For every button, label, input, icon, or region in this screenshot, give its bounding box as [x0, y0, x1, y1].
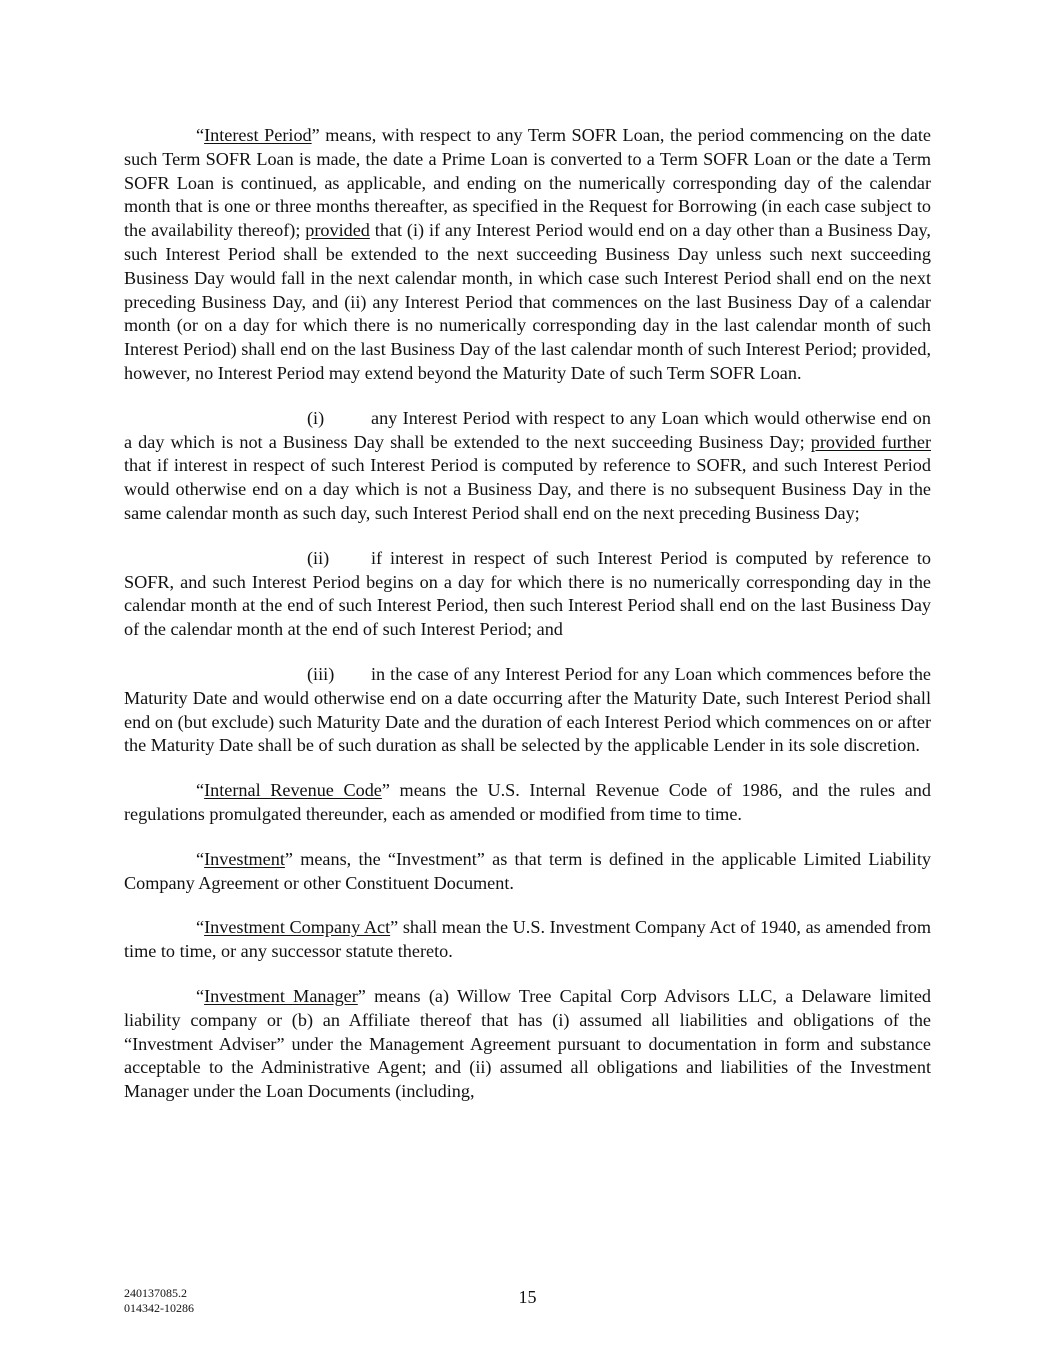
defined-term: Investment Manager [204, 985, 358, 1006]
definition-investment [124, 848, 931, 896]
open-quote: “ [196, 917, 205, 938]
definition-text: ” means, the “Investment” as that term is defined in the applicable Limited Liability Company Agreement or other Constituent Document. [124, 848, 931, 893]
page-number: 15 [518, 1287, 537, 1307]
doc-id: 240137085.2 [124, 1286, 187, 1300]
open-quote: “ [196, 780, 205, 801]
definition-text: that (i) if any Interest Period would end on a day other than a Business Day, such Interest Period shall be extended to the next succeeding Business Day unless such next succeeding Business Day would fall in the next calendar month, in which case such Interest Period shall end on the next preceding Business Day, and (ii) any Interest Period that commences on the last Business Day of a calendar month (or on a day for which there is no numerically corresponding day in the last calendar month of such Interest Period) shall end on the last Business Day of the last calendar month of such Interest Period; provided, however, no Interest Period may extend beyond the Maturity Date of such Term SOFR Loan. [124, 220, 931, 383]
open-quote: “ [196, 985, 205, 1006]
subclause-ii [124, 547, 931, 642]
defined-term: Internal Revenue Code [204, 780, 382, 801]
definition-internal-revenue-code [124, 779, 931, 827]
clause-number: (iii) [307, 663, 335, 684]
open-quote: “ [196, 125, 205, 145]
clause-text: in the case of any Interest Period for any Loan which commences before the Maturity Date and would otherwise end on a date occurring after the Maturity Date, such Interest Period shall end on (but exclude) such Maturity Date and the duration of each Interest Period which commences on or after the Maturity Date shall be of such duration as shall be selected by the applicable Lender in its sole discretion. [124, 663, 931, 756]
matter-id: 014342-10286 [124, 1301, 194, 1315]
clause-text: any Interest Period with respect to any Loan which would otherwise end on a day which is not a Business Day shall be extended to the next succeeding Business Day; [124, 407, 931, 452]
clause-text: if interest in respect of such Interest Period is computed by reference to SOFR, and such Interest Period begins on a day for which there is no numerically corresponding day in the calendar month at the end of such Interest Period, then such Interest Period shall end on the last Business Day of the calendar month at the end of such Interest Period; and [124, 547, 931, 640]
definition-text: ” means, with respect to any Term SOFR Loan, the period commencing on the date such Term SOFR Loan is made, the date a Prime Loan is converted to a Term SOFR Loan or the date a Term SOFR Loan is continued, as applicable, and ending on the numerically corresponding day of the calendar month that is one or three months thereafter, as specified in the Request for Borrowing (in each case subject to the availability thereof); [124, 125, 931, 241]
defined-term: Investment [204, 848, 285, 869]
definition-text: ” means (a) Willow Tree Capital Corp Advisors LLC, a Delaware limited liability company or (b) an Affiliate thereof that has (i) assumed all liabilities and obligations of the “Investment Adviser” under the Management Agreement pursuant to documentation in form and substance acceptable to the Administrative Agent; and (ii) assumed all obligations and liabilities of the Investment Manager under the Loan Documents (including, [124, 985, 931, 1102]
definition-investment-manager [124, 985, 931, 1104]
provided-term: provided [305, 220, 370, 241]
defined-term: Investment Company Act [204, 917, 391, 938]
definition-interest-period [124, 124, 931, 386]
provided-further-term: provided further [810, 431, 931, 452]
document-body [124, 124, 931, 1125]
defined-term: Interest Period [204, 125, 312, 145]
subclause-i [124, 407, 931, 526]
clause-number: (i) [307, 407, 325, 428]
definition-investment-company-act [124, 916, 931, 964]
definition-text: ” shall mean the U.S. Investment Company Act of 1940, as amended from time to time, or any successor statute thereto. [124, 917, 931, 962]
subclause-iii [124, 663, 931, 758]
clause-number: (ii) [307, 547, 330, 568]
clause-text: that if interest in respect of such Interest Period is computed by reference to SOFR, and such Interest Period would otherwise end on a day which is not a Business Day, and there is no subsequent Business Day in the same calendar month as such day, such Interest Period shall end on the next preceding Business Day; [124, 455, 931, 523]
open-quote: “ [196, 848, 205, 869]
definition-text: ” means the U.S. Internal Revenue Code of 1986, and the rules and regulations promulgated thereunder, each as amended or modified from time to time. [124, 780, 931, 824]
